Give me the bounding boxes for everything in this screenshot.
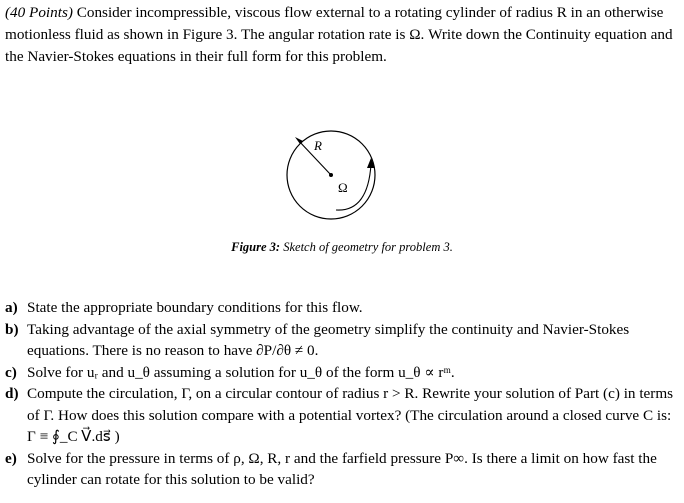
- problem-statement: [5, 2, 677, 68]
- part-d: [5, 383, 677, 448]
- part-c: [5, 362, 677, 384]
- radius-arrowhead: [295, 137, 303, 144]
- part-text: Compute the circulation, Γ, on a circular contour of radius r > R. Rewrite your solution of Part (c) in terms of Γ. How does this solution compare with a potential vortex? (The circulation around a closed curve C is: Γ ≡ ∮_C V⃗.ds⃗ ): [27, 385, 674, 445]
- part-text: Solve for the pressure in terms of ρ, Ω, R, r and the farfield pressure P∞. Is there a limit on how fast the cylinder can rotate for this solution to be valid?: [27, 449, 657, 488]
- part-label: a): [5, 299, 18, 316]
- center-dot: [329, 173, 333, 177]
- radius-label: R: [314, 138, 322, 153]
- part-label: b): [5, 320, 19, 338]
- part-text: Solve for uᵣ and u_θ assuming a solution for u_θ of the form u_θ ∝ rᵐ.: [27, 363, 455, 381]
- figure-caption: [0, 240, 684, 255]
- part-text: State the appropriate boundary conditions for this flow.: [27, 299, 363, 316]
- cylinder-sketch: [272, 112, 412, 237]
- figure-3: [272, 112, 412, 242]
- caption-label: Figure 3:: [231, 240, 281, 254]
- problem-parts: [5, 297, 677, 491]
- caption-text: Sketch of geometry for problem 3.: [283, 240, 453, 254]
- omega-label: Ω: [338, 180, 348, 195]
- part-e: [5, 448, 677, 491]
- points-label: (40 Points): [5, 4, 73, 21]
- part-label: d): [5, 385, 19, 402]
- problem-text: Consider incompressible, viscous flow external to a rotating cylinder of radius R in an otherwise motionless fluid as shown in Figure 3. The angular rotation rate is Ω. Write down the Continuity equation and the Navier-Stokes equations in their full form for this problem.: [5, 4, 673, 65]
- part-label: e): [5, 449, 17, 467]
- part-text: Taking advantage of the axial symmetry of the geometry simplify the continuity and Navier-Stokes equations. There is no reason to have ∂P/∂θ ≠ 0.: [27, 320, 630, 359]
- part-b: [5, 319, 677, 362]
- part-label: c): [5, 363, 17, 381]
- part-a: [5, 297, 677, 319]
